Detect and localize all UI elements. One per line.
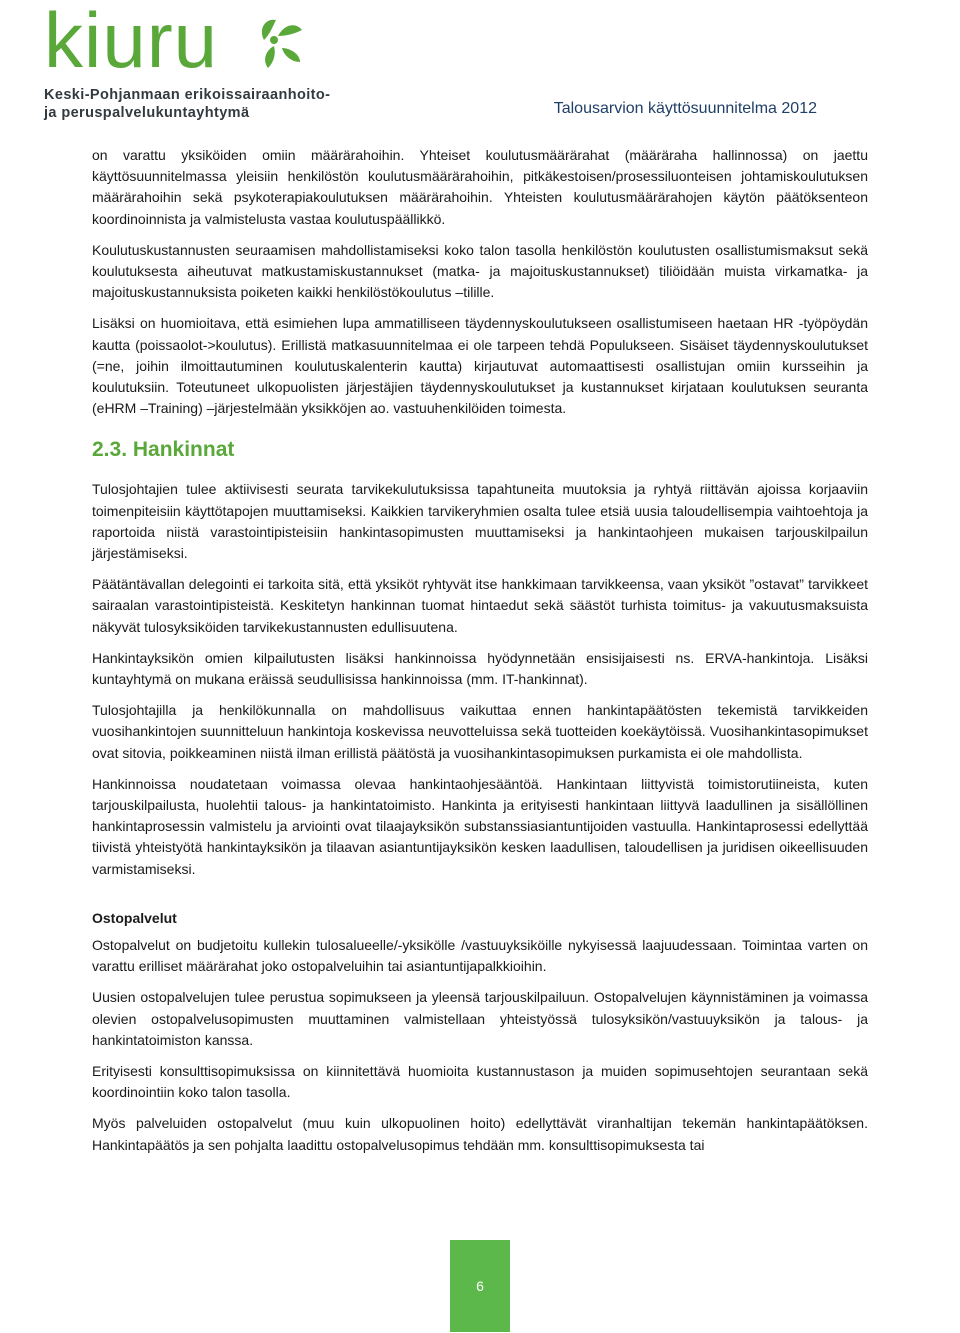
paragraph: Hankinnoissa noudatetaan voimassa olevaa hankintaohjesääntöä. Hankintaan liittyvistä toimistorutiineista, kuten tarjouskilpailusta, huolehtii talous- ja hankintatoimisto. Hankinta ja erityisesti hankintaan liittyvä laadullinen ja sisällöllinen hankintaprosessin valmistelu ja arviointi ovat tilaajayksikön substanssiasiantuntijoiden vastuulla. Hankintaprosessi edellyttää tiivistä yhteistyötä hankintayksikön ja tilaavan asiantuntijayksikön kesken laadullisen, taloudellisen ja juridisen oikeellisuuden varmistamiseksi.: [92, 775, 868, 877]
paragraph: Tulosjohtajilla ja henkilökunnalla on mahdollisuus vaikuttaa ennen hankintapäätösten tekemistä tarvikkeiden vuosihankintojen suunnitteluun hankintoja koskevissa neuvotteluissa sekä tuotteiden koekäytöissä. Vuosihankintasopimukset ovat sitovia, poikkeaminen niistä ilman erillistä päätöstä ja vuosihankintasopimuksen purkamista ei ole mahdollista.: [92, 702, 868, 761]
paragraph: Tulosjohtajien tulee aktiivisesti seurata tarvikekulutuksissa tapahtuneita muutoksia ja ryhtyä riittävän ajoissa korjaaviin toimenpiteisiin käyttötapojen muuttamiseksi. Kaikkien tarvikeryhmien osalta tulee etsiä uusia taloudellisempia vaihtoehtoja ja raportoida niistä varastointipisteisiin hankintasopimusten muuttamiseksi ja hankintaohjeen mukaisen tarjouskilpailun järjestämiseksi.: [92, 481, 868, 562]
paragraph: Päätäntävallan delegointi ei tarkoita sitä, että yksiköt ryhtyvät itse hankkimaan tarvikkeensa, vaan yksiköt ”ostavat” tarvikkeet sairaalan varastointipisteistä. Keskitetyn hankinnan tuomat hintaedut sekä säästöt turhista toimitus- ja vakuutusmaksuista näkyvät tulosyksiköiden tarvikekustannusten edullisuutena.: [92, 576, 868, 635]
section-heading: 2.3. Hankinnat: [92, 438, 235, 462]
paragraph: Myös palveluiden ostopalvelut (muu kuin ulkopuolinen hoito) edellyttävät viranhaltijan tekemän hankintapäätöksen. Hankintapäätös ja sen pohjalta laadittu ostopalvelusopimus tehdään mm. konsulttisopimuksesta tai: [92, 1115, 868, 1153]
document-title: Talousarvion käyttösuunnitelma 2012: [553, 100, 817, 117]
logo-leaf-icon: [244, 10, 308, 74]
organization-name-line1: Keski-Pohjanmaan erikoissairaanhoito-: [44, 87, 331, 103]
document-body: [92, 145, 868, 1166]
logo-wordmark: kiuru: [44, 0, 219, 84]
paragraph: Erityisesti konsulttisopimuksissa on kiinnitettävä huomioita kustannustason ja muiden sopimusehtojen seurantaan sekä koordinointiin koko talon tasolla.: [92, 1062, 868, 1101]
paragraph: on varattu yksiköiden omiin määrärahoihin. Yhteiset koulutusmäärärahat (määräraha hallinnossa) on jaettu käyttösuunnitelmassa yleisiin henkilöstön koulutusmäärärahoihin, pitkäkestoisen/prosessiluonteisen johtamiskoulutuksen määrärahoihin sekä psykoterapiakoulutuksen määrärahoihin. Yhteisten koulutusmäärärahojen käytön päätöksenteon koordinoinnista ja valmistelusta vastaa koulutuspäällikkö.: [92, 147, 868, 227]
paragraph: Uusien ostopalvelujen tulee perustua sopimukseen ja yleensä tarjouskilpailuun. Ostopalvelujen käynnistäminen ja voimassa olevien ostopalvelusopimusten muuttaminen valmistellaan yhteistyössä tulosyksikön/vastuuyksikön ja talous- ja hankintatoimiston kanssa.: [92, 989, 868, 1048]
page-number: 6: [476, 1278, 484, 1294]
paragraph: Koulutuskustannusten seuraamisen mahdollistamiseksi koko talon tasolla henkilöstön koulutusten osallistumismaksut sekä koulutuksesta aiheutuvat matkustamiskustannukset (matka- ja majoituskustannukset) tiliöidään muista virkamatka- ja majoituskustannuksista poiketen kaikki henkilöstökoulutus –tilille.: [92, 241, 868, 301]
paragraph: Hankintayksikön omien kilpailutusten lisäksi hankinnoissa hyödynnetään ensisijaisesti ns. ERVA-hankintoja. Lisäksi kuntayhtymä on mukana eräissä seudullisissa hankinnoissa (mm. IT-hankinnat).: [92, 649, 868, 688]
page-header: [0, 0, 960, 130]
organization-name-line2: ja peruspalvelukuntayhtymä: [44, 105, 250, 121]
page-number-badge: [450, 1240, 510, 1332]
subsection-heading: Ostopalvelut: [92, 909, 177, 926]
kiuru-logo: [44, 0, 304, 84]
paragraph: Lisäksi on huomioitava, että esimiehen lupa ammatilliseen täydennyskoulutukseen osallistumiseen haetaan HR -työpöydän kautta (poissaolot->koulutus). Erillistä matkasuunnitelmaa ei ole tarpeen tehdä Populukseen. Sisäiset täydennyskoulutukset (=ne, joihin ilmoittautuminen koulutuskalenterin kautta) kirjautuvat automaattisesti osallistujan omiin kursseihin ja koulutuksiin. Toteutuneet ulkopuolisten järjestäjien täydennyskoulutukset ja kustannukset kirjataan koulutuksen seuranta (eHRM –Training) –järjestelmään yksikköjen ao. vastuuhenkilöiden toimesta.: [92, 315, 868, 417]
paragraph: Ostopalvelut on budjetoitu kullekin tulosalueelle/-yksikölle /vastuuyksiköille nykyisessä laajuudessaan. Toimintaa varten on varattu erilliset määrärahat joko ostopalveluihin tai asiantuntijapalkkioihin.: [92, 936, 868, 975]
